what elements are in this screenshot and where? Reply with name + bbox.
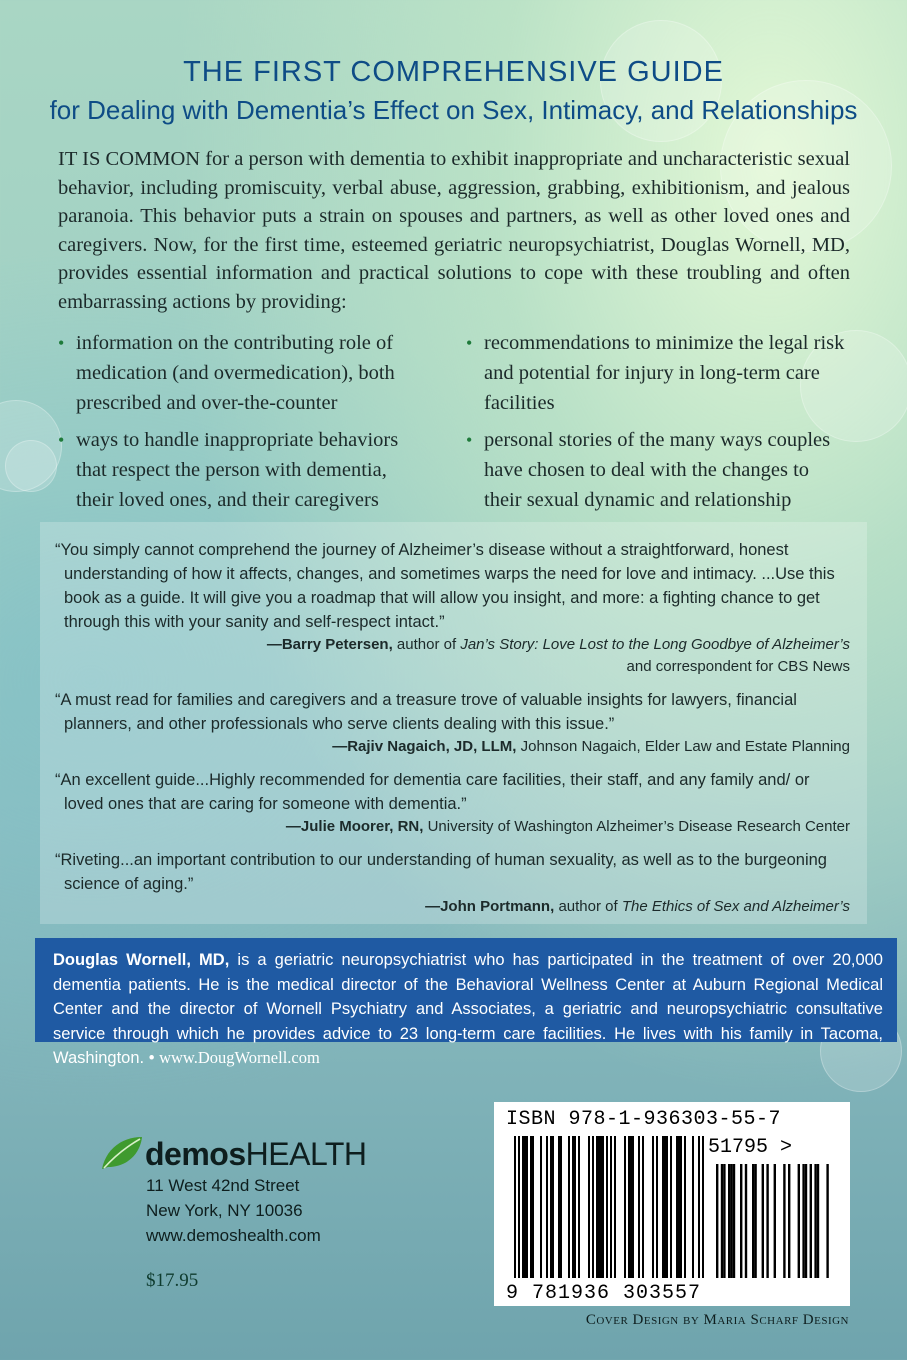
barcode-bar <box>592 1136 594 1278</box>
intro-paragraph: IT IS COMMON for a person with dementia to exhibit inappropriate and uncharacteristic sexual behavior, including promiscuity, verbal abuse, aggression, grabbing, exhibitionism, and jealous paranoia. This behavior puts a strain on spouses and partners, as well as other loved ones and caregivers. Now, for the first time, esteemed geriatric neuropsychiatrist, Douglas Wornell, MD, provides essential information and practical solutions to cope with these troubling and often embarrassing actions by providing: <box>58 148 850 313</box>
quote-text: “Riveting...an important contribution to our understanding of human sexuality, as well as to the burgeoning science of aging.” <box>55 851 827 893</box>
barcode-digits: 9 781936 303557 <box>506 1282 702 1305</box>
endorsement <box>55 768 850 838</box>
barcode-bar <box>652 1136 654 1278</box>
endorsement <box>55 538 850 678</box>
barcode-bar <box>518 1136 520 1278</box>
barcode-bar <box>664 1136 666 1278</box>
barcode-bar <box>678 1136 680 1278</box>
list-item: • information on the contributing role of medication (and overmedication), both prescribed and over-the-counter <box>58 328 418 418</box>
barcode-bar <box>684 1136 686 1278</box>
barcode-bar <box>558 1136 560 1278</box>
barcode-bar <box>602 1136 604 1278</box>
barcode-bar <box>568 1136 570 1278</box>
barcode-bar <box>632 1136 634 1278</box>
barcode-supplement-bar <box>762 1164 764 1278</box>
barcode-bar <box>532 1136 534 1278</box>
barcode-supplement-bar <box>817 1164 819 1278</box>
bullet-icon: • <box>466 430 473 450</box>
cover-credit: Cover Design by Maria Scharf Design <box>585 1312 849 1328</box>
barcode-supplement-bar <box>733 1164 735 1278</box>
barcode-bar <box>526 1136 528 1278</box>
barcode-bar <box>530 1136 532 1278</box>
quote-attribution: —Rajiv Nagaich, JD, LLM, Johnson Nagaich, Elder Law and Estate Planning <box>332 738 850 755</box>
barcode-supplement-bar <box>721 1164 723 1278</box>
endorsement <box>55 848 850 918</box>
barcode-supplement-bar <box>788 1164 790 1278</box>
quote-text: “You simply cannot comprehend the journey of Alzheimer’s disease without a straightforward, honest understanding of how it affects, changes, and sometimes warps the need for love and intimacy. ...Use this book as a guide. It will give you a roadmap that will allow you insight, and more: a fighting chance to get through this with your sanity and self-respect intact.” <box>55 541 835 631</box>
barcode-supplement-bar <box>774 1164 776 1278</box>
barcode-supplement-bar <box>766 1164 768 1278</box>
barcode-bar <box>628 1136 630 1278</box>
headline-subtitle: for Dealing with Dementia’s Effect on Sex, Intimacy, and Relationships <box>49 95 858 125</box>
barcode-supplement-bar <box>802 1164 804 1278</box>
barcode <box>494 1102 850 1306</box>
barcode-bar <box>702 1136 704 1278</box>
barcode-bar <box>552 1136 554 1278</box>
list-item: • personal stories of the many ways couples have chosen to deal with the changes to their sexual dynamic and relationship <box>466 425 846 515</box>
barcode-bar <box>670 1136 672 1278</box>
barcode-bar <box>600 1136 602 1278</box>
publisher-brand-light: HEALTH <box>245 1136 367 1172</box>
publisher-address <box>146 1173 321 1248</box>
barcode-bar <box>606 1136 608 1278</box>
barcode-supplement-bar <box>740 1164 742 1278</box>
quote-attribution: —John Portmann, author of The Ethics of Sex and Alzheimer’s <box>425 898 850 915</box>
barcode-bar <box>656 1136 658 1278</box>
barcode-supplement-bar <box>723 1164 725 1278</box>
barcode-supplement-bar <box>730 1164 732 1278</box>
barcode-bar <box>638 1136 640 1278</box>
barcode-bar <box>666 1136 668 1278</box>
barcode-supplement-bar <box>783 1164 785 1278</box>
bullet-icon: • <box>58 333 65 353</box>
barcode-bar <box>574 1136 576 1278</box>
barcode-supplement-bar <box>716 1164 718 1278</box>
bokeh-circle <box>5 440 57 492</box>
leaf-icon <box>100 1135 144 1171</box>
barcode-bar <box>588 1136 590 1278</box>
address-line: 11 West 42nd Street <box>146 1176 300 1195</box>
quote-attribution: —Julie Moorer, RN, University of Washington Alzheimer’s Disease Research Center <box>285 818 850 835</box>
barcode-supplement-bar <box>728 1164 730 1278</box>
barcode-bar <box>560 1136 562 1278</box>
author-bio <box>35 938 897 1067</box>
barcode-bar <box>624 1136 626 1278</box>
barcode-bar <box>630 1136 632 1278</box>
barcode-bar <box>540 1136 542 1278</box>
barcode-bar <box>642 1136 644 1278</box>
barcode-bar <box>610 1136 612 1278</box>
barcode-bar <box>546 1136 548 1278</box>
publisher-brand-bold: demos <box>145 1136 246 1172</box>
price: $17.95 <box>146 1270 199 1291</box>
bullet-icon: • <box>466 333 473 353</box>
publisher-website-link[interactable]: www.demoshealth.com <box>146 1226 321 1245</box>
barcode-bar <box>550 1136 552 1278</box>
headline-title: THE FIRST COMPREHENSIVE GUIDE <box>183 56 724 88</box>
barcode-bar <box>524 1136 526 1278</box>
barcode-bar <box>676 1136 678 1278</box>
isbn-label: ISBN 978-1-936303-55-7 <box>506 1108 782 1131</box>
barcode-supplement-bar <box>810 1164 812 1278</box>
barcode-bar <box>514 1136 516 1278</box>
barcode-bar <box>614 1136 616 1278</box>
list-item: • recommendations to minimize the legal risk and potential for injury in long-term care facilities <box>466 328 846 418</box>
barcode-bar <box>662 1136 664 1278</box>
barcode-bar <box>698 1136 700 1278</box>
address-line: New York, NY 10036 <box>146 1201 303 1220</box>
author-name: Douglas Wornell, MD, <box>53 951 230 969</box>
author-website-link[interactable]: www.DougWornell.com <box>159 1048 320 1067</box>
author-bio-text: is a geriatric neuropsychiatrist who has participated in the treatment of over 20,000 dementia patients. He is the medical director of the Behavioral Wellness Center at Auburn Regional Medical Center and the director of Wornell Psychiatry and Associates, a geriatric and neuropsychiatric consultative service through which he provides advice to 23 long-term care facilities. He lives with his family in Tacoma, Washington. <box>53 951 883 1067</box>
barcode-supplement-bar <box>752 1164 754 1278</box>
separator-dot: • <box>148 1049 155 1067</box>
list-item: • ways to handle inappropriate behaviors that respect the person with dementia, their loved ones, and their caregivers <box>58 425 418 515</box>
barcode-supplement-bar <box>805 1164 807 1278</box>
barcode-supplement-bar <box>754 1164 756 1278</box>
quote-attribution: —Barry Petersen, author of Jan’s Story: Love Lost to the Long Goodbye of Alzheimer’s and correspondent for CBS News <box>266 636 850 675</box>
barcode-supplement-bar <box>826 1164 828 1278</box>
barcode-bar <box>692 1136 694 1278</box>
barcode-supplement-bar <box>745 1164 747 1278</box>
barcode-price-code: 51795 > <box>708 1136 793 1159</box>
barcode-bar <box>598 1136 600 1278</box>
barcode-supplement-bar <box>798 1164 800 1278</box>
barcode-bar <box>578 1136 580 1278</box>
barcode-panel <box>494 1102 850 1306</box>
quote-text: “A must read for families and caregivers and a treasure trove of valuable insights for lawyers, financial planners, and other professionals who serve clients dealing with this issue.” <box>55 691 797 733</box>
barcode-bar <box>680 1136 682 1278</box>
barcode-supplement-bar <box>814 1164 816 1278</box>
barcode-bar <box>522 1136 524 1278</box>
barcode-bar <box>572 1136 574 1278</box>
barcode-bar <box>596 1136 598 1278</box>
endorsement <box>55 688 850 758</box>
bullet-icon: • <box>58 430 65 450</box>
headline <box>0 56 907 126</box>
publisher-logo <box>145 1136 367 1173</box>
quote-text: “An excellent guide...Highly recommended for dementia care facilities, their staff, and any family and/ or loved ones that are caring for someone with dementia.” <box>55 771 810 813</box>
